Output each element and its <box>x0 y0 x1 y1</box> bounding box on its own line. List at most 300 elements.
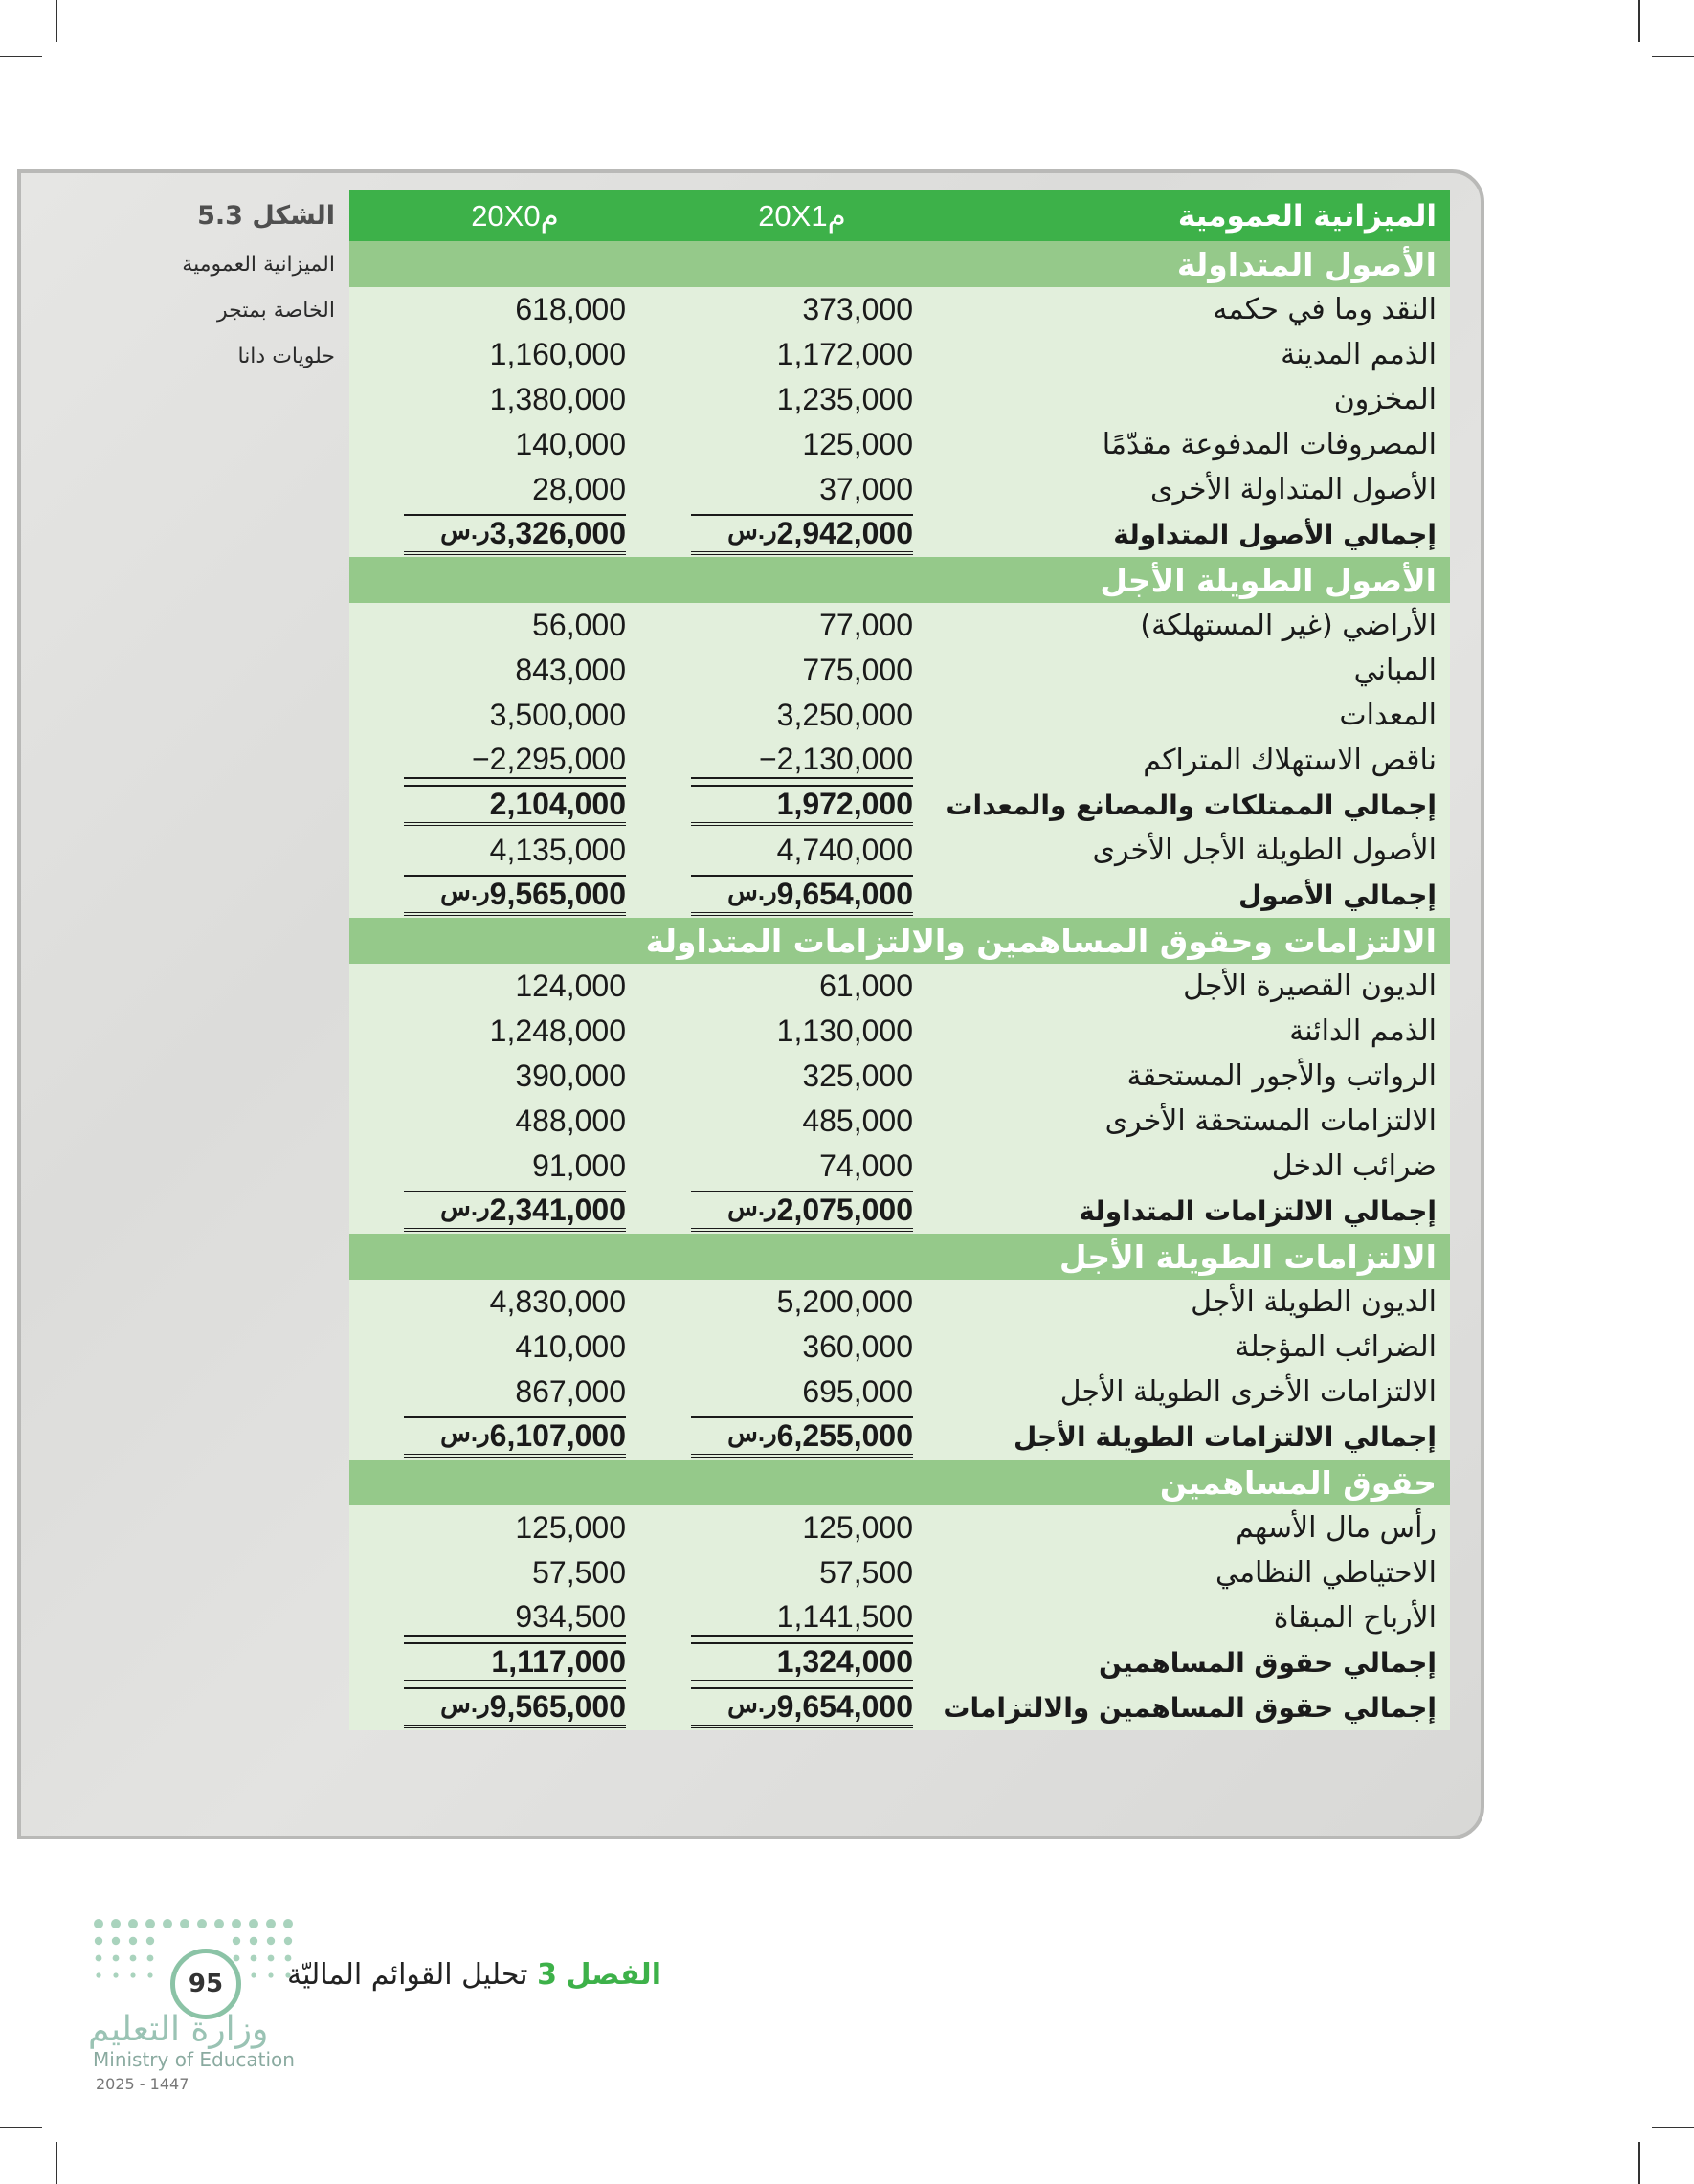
amount-wrap <box>532 1555 626 1591</box>
amount: 2,942,000 <box>776 516 913 550</box>
total-row <box>349 1189 1450 1234</box>
logo-dot <box>197 1919 207 1928</box>
amount: 867,000 <box>515 1374 626 1409</box>
total-row <box>349 783 1450 828</box>
amount-wrap <box>777 698 913 733</box>
amount-wrap <box>691 514 913 555</box>
amount-wrap <box>404 785 626 826</box>
amount: 325,000 <box>802 1059 913 1093</box>
table-row <box>349 422 1450 467</box>
logo-dot <box>267 1937 275 1945</box>
amount: 9,565,000 <box>489 1689 626 1724</box>
table-row <box>349 1280 1450 1325</box>
amount: 3,326,000 <box>489 516 626 550</box>
row-label: ناقص الاستهلاك المتراكم <box>1143 744 1437 777</box>
amount-wrap <box>515 653 626 688</box>
table-row <box>349 1325 1450 1370</box>
currency-label: ر.س <box>727 877 777 905</box>
amount: 9,565,000 <box>489 877 626 911</box>
amount: 125,000 <box>515 1510 626 1545</box>
amount-wrap <box>802 427 913 462</box>
amount: 6,255,000 <box>776 1418 913 1453</box>
amount-wrap <box>532 608 626 643</box>
amount: 4,135,000 <box>489 833 626 867</box>
crop-mark <box>56 2142 57 2184</box>
value-20x1 <box>691 828 913 873</box>
table-row <box>349 1505 1450 1550</box>
figure-caption-line: الميزانية العمومية <box>182 253 335 277</box>
logo-dot <box>283 1919 293 1928</box>
logo-dot <box>112 1937 120 1945</box>
figure-caption-line: حلويات دانا <box>237 345 335 368</box>
value-20x1 <box>691 377 913 422</box>
value-20x1 <box>691 422 913 467</box>
value-20x0 <box>404 1370 626 1415</box>
amount-wrap <box>404 1687 626 1728</box>
table-row <box>349 287 1450 332</box>
total-row <box>349 873 1450 918</box>
amount-wrap <box>691 1687 913 1728</box>
table-row <box>349 648 1450 693</box>
table-row <box>349 1099 1450 1144</box>
amount-wrap <box>802 1103 913 1139</box>
amount: 843,000 <box>515 653 626 687</box>
value-20x0 <box>404 377 626 422</box>
value-20x0 <box>404 1595 626 1640</box>
row-label: المباني <box>1353 654 1437 687</box>
logo-dot <box>266 1919 276 1928</box>
ministry-year: 2025 - 1447 <box>96 2075 189 2093</box>
amount-wrap <box>819 1148 913 1184</box>
crop-mark <box>1652 56 1694 57</box>
value-20x1 <box>691 1189 913 1234</box>
value-20x1 <box>691 873 913 918</box>
row-label: إجمالي الالتزامات الطويلة الأجل <box>1013 1421 1437 1453</box>
section-title: الأصول الطويلة الأجل <box>1100 561 1437 599</box>
chapter-word: الفصل <box>566 1958 661 1992</box>
crop-mark <box>0 56 42 57</box>
currency-label: ر.س <box>440 1418 490 1447</box>
section-title: الالتزامات وحقوق المساهمين والالتزامات المتداولة <box>645 922 1437 960</box>
logo-dot <box>111 1919 121 1928</box>
amount-wrap <box>819 608 913 643</box>
row-label: المخزون <box>1333 383 1437 416</box>
logo-dot <box>128 1919 138 1928</box>
value-20x1 <box>691 1595 913 1640</box>
amount: 1,235,000 <box>776 382 913 416</box>
amount-wrap <box>515 1103 626 1139</box>
table-row <box>349 693 1450 738</box>
currency-label: ر.س <box>727 1192 777 1221</box>
value-20x0 <box>404 1054 626 1099</box>
row-label: الالتزامات الأخرى الطويلة الأجل <box>1059 1375 1437 1409</box>
total-row <box>349 512 1450 557</box>
chapter-number: 3 <box>537 1958 557 1992</box>
logo-dot <box>96 1972 100 1977</box>
amount-wrap <box>490 382 626 417</box>
amount: 1,324,000 <box>776 1644 913 1679</box>
amount: −2,130,000 <box>758 742 913 776</box>
value-20x1 <box>691 738 913 783</box>
value-20x1 <box>691 964 913 1009</box>
amount: 1,160,000 <box>489 337 626 371</box>
value-20x1 <box>691 1009 913 1054</box>
value-20x1 <box>691 1640 913 1685</box>
amount: 3,250,000 <box>776 698 913 732</box>
amount: 5,200,000 <box>776 1284 913 1319</box>
amount: 1,172,000 <box>776 337 913 371</box>
amount-wrap <box>802 1510 913 1546</box>
amount: 125,000 <box>802 1510 913 1545</box>
amount: 488,000 <box>515 1103 626 1138</box>
value-20x0 <box>404 828 626 873</box>
value-20x1 <box>691 1144 913 1189</box>
amount: 2,341,000 <box>489 1192 626 1227</box>
amount: 934,500 <box>515 1599 626 1634</box>
logo-dot <box>145 1919 155 1928</box>
amount: 1,141,500 <box>776 1599 913 1634</box>
amount: 390,000 <box>515 1059 626 1093</box>
logo-dot <box>95 1937 102 1945</box>
value-20x0 <box>404 1685 626 1730</box>
amount-wrap <box>490 1014 626 1049</box>
amount-wrap <box>490 698 626 733</box>
amount: 618,000 <box>515 292 626 326</box>
table-row <box>349 332 1450 377</box>
figure-label: الشكل 5.3 <box>197 201 335 231</box>
value-20x0 <box>404 332 626 377</box>
amount-wrap <box>819 472 913 507</box>
logo-dot <box>147 1955 154 1962</box>
section-header-row <box>349 241 1450 287</box>
figure-caption-line: الخاصة بمتجر <box>216 299 335 323</box>
amount-wrap <box>490 1284 626 1320</box>
row-label: إجمالي الأصول المتداولة <box>1113 519 1437 550</box>
amount: 1,972,000 <box>776 787 913 821</box>
value-20x0 <box>404 648 626 693</box>
amount: 61,000 <box>819 969 913 1003</box>
value-20x0 <box>404 603 626 648</box>
row-label: إجمالي حقوق المساهمين والالتزامات <box>943 1692 1437 1724</box>
value-20x1 <box>691 1550 913 1595</box>
row-label: الأصول الطويلة الأجل الأخرى <box>1092 834 1437 867</box>
crop-mark <box>56 0 57 42</box>
row-label: إجمالي الالتزامات المتداولة <box>1079 1195 1437 1227</box>
amount: 2,075,000 <box>776 1192 913 1227</box>
row-label: رأس مال الأسهم <box>1236 1511 1437 1545</box>
row-label: المصروفات المدفوعة مقدّمًا <box>1102 428 1437 461</box>
section-title: الأصول المتداولة <box>1176 245 1437 283</box>
table-row <box>349 467 1450 512</box>
value-20x0 <box>404 964 626 1009</box>
value-20x1 <box>691 1325 913 1370</box>
amount: 1,380,000 <box>489 382 626 416</box>
table-title: الميزانية العمومية <box>1177 198 1437 234</box>
currency-label: ر.س <box>440 1689 490 1718</box>
logo-dot <box>214 1919 224 1928</box>
amount-wrap <box>404 742 626 779</box>
currency-label: ر.س <box>727 1418 777 1447</box>
currency-label: ر.س <box>440 877 490 905</box>
amount-wrap <box>777 382 913 417</box>
crop-mark <box>1652 2127 1694 2128</box>
amount-wrap <box>777 1014 913 1049</box>
value-20x1 <box>691 1415 913 1460</box>
amount: 77,000 <box>819 608 913 642</box>
amount: 373,000 <box>802 292 913 326</box>
value-20x1 <box>691 512 913 557</box>
value-20x0 <box>404 1505 626 1550</box>
amount-wrap <box>404 875 626 916</box>
row-label: المعدات <box>1339 699 1437 732</box>
row-label: الأرباح المبقاة <box>1273 1601 1437 1635</box>
amount-wrap <box>404 514 626 555</box>
amount-wrap <box>691 1416 913 1458</box>
amount-wrap <box>691 1642 913 1683</box>
value-20x0 <box>404 1640 626 1685</box>
amount-wrap <box>404 1599 626 1637</box>
row-label: الضرائب المؤجلة <box>1235 1330 1437 1364</box>
chapter-footer <box>287 1958 661 1992</box>
amount-wrap <box>777 337 913 372</box>
amount-wrap <box>404 1191 626 1232</box>
value-20x0 <box>404 873 626 918</box>
logo-dot <box>113 1955 120 1962</box>
logo-dot <box>249 1919 258 1928</box>
amount-wrap <box>802 1374 913 1410</box>
amount-wrap <box>532 1148 626 1184</box>
row-label: ضرائب الدخل <box>1271 1149 1437 1183</box>
logo-dot <box>251 1972 256 1977</box>
amount-wrap <box>819 969 913 1004</box>
section-header-row <box>349 918 1450 964</box>
value-20x0 <box>404 1009 626 1054</box>
amount: 360,000 <box>802 1329 913 1364</box>
logo-dot <box>94 1919 103 1928</box>
value-20x0 <box>404 1280 626 1325</box>
amount-wrap <box>515 969 626 1004</box>
amount: 410,000 <box>515 1329 626 1364</box>
value-20x1 <box>691 1099 913 1144</box>
amount: 775,000 <box>802 653 913 687</box>
amount: 140,000 <box>515 427 626 461</box>
value-20x1 <box>691 648 913 693</box>
value-20x0 <box>404 1099 626 1144</box>
amount-wrap <box>802 1329 913 1365</box>
logo-dot <box>146 1937 154 1945</box>
value-20x0 <box>404 512 626 557</box>
table-row <box>349 377 1450 422</box>
logo-dot <box>234 1955 240 1962</box>
table-row <box>349 738 1450 783</box>
amount-wrap <box>404 1642 626 1683</box>
amount: 1,248,000 <box>489 1014 626 1048</box>
amount-wrap <box>802 1059 913 1094</box>
total-row <box>349 1640 1450 1685</box>
amount-wrap <box>691 1191 913 1232</box>
value-20x0 <box>404 287 626 332</box>
total-row <box>349 1685 1450 1730</box>
logo-dot <box>96 1955 102 1962</box>
row-label: إجمالي الممتلكات والمصانع والمعدات <box>946 790 1437 821</box>
crop-mark <box>1638 2142 1640 2184</box>
value-20x1 <box>691 693 913 738</box>
amount-wrap <box>802 292 913 327</box>
value-20x1 <box>691 783 913 828</box>
table-row <box>349 964 1450 1009</box>
amount: −2,295,000 <box>471 742 626 776</box>
crop-mark <box>1638 0 1640 42</box>
amount-wrap <box>819 1555 913 1591</box>
ministry-name-arabic: وزارة التعليم <box>88 2010 269 2049</box>
amount-wrap <box>777 833 913 868</box>
amount: 57,500 <box>819 1555 913 1590</box>
amount: 125,000 <box>802 427 913 461</box>
row-label: الأراضي (غير المستهلكة) <box>1140 609 1437 642</box>
section-header-row <box>349 557 1450 603</box>
amount: 1,130,000 <box>776 1014 913 1048</box>
logo-dot <box>232 1919 241 1928</box>
row-label: إجمالي الأصول <box>1237 880 1437 911</box>
value-20x0 <box>404 422 626 467</box>
row-label: الديون القصيرة الأجل <box>1183 969 1437 1003</box>
amount-wrap <box>691 1599 913 1637</box>
table-row <box>349 603 1450 648</box>
column-header-20x1: 20X1م <box>758 198 846 233</box>
value-20x1 <box>691 1054 913 1099</box>
value-20x1 <box>691 467 913 512</box>
amount: 4,830,000 <box>489 1284 626 1319</box>
amount: 57,500 <box>532 1555 626 1590</box>
value-20x1 <box>691 1505 913 1550</box>
value-20x1 <box>691 287 913 332</box>
amount: 3,500,000 <box>489 698 626 732</box>
amount-wrap <box>691 742 913 779</box>
amount: 1,117,000 <box>491 1644 626 1679</box>
amount: 695,000 <box>802 1374 913 1409</box>
logo-dot <box>147 1972 152 1977</box>
row-label: الذمم الدائنة <box>1289 1014 1437 1048</box>
row-label: النقد وما في حكمه <box>1213 293 1437 326</box>
row-label: الاحتياطي النظامي <box>1215 1556 1437 1590</box>
currency-label: ر.س <box>440 516 490 545</box>
logo-dot <box>268 1972 273 1977</box>
value-20x1 <box>691 1370 913 1415</box>
amount: 124,000 <box>515 969 626 1003</box>
value-20x0 <box>404 467 626 512</box>
amount-wrap <box>490 337 626 372</box>
table-row <box>349 1550 1450 1595</box>
amount: 37,000 <box>819 472 913 506</box>
ministry-name-english: Ministry of Education <box>93 2048 295 2071</box>
amount-wrap <box>515 1059 626 1094</box>
amount: 91,000 <box>532 1148 626 1183</box>
value-20x0 <box>404 693 626 738</box>
row-label: الأصول المتداولة الأخرى <box>1150 473 1437 506</box>
balance-sheet-table <box>349 190 1450 1730</box>
value-20x0 <box>404 1325 626 1370</box>
currency-label: ر.س <box>727 1689 777 1718</box>
amount-wrap <box>404 1416 626 1458</box>
amount-wrap <box>691 785 913 826</box>
row-label: إجمالي حقوق المساهمين <box>1098 1647 1437 1679</box>
amount-wrap <box>515 1374 626 1410</box>
section-title: حقوق المساهمين <box>1159 1463 1437 1502</box>
logo-dot <box>113 1972 118 1977</box>
amount-wrap <box>515 1329 626 1365</box>
row-label: الالتزامات المستحقة الأخرى <box>1104 1104 1437 1138</box>
row-label: الذمم المدينة <box>1281 338 1437 371</box>
chapter-title: تحليل القوائم الماليّة <box>287 1958 528 1992</box>
logo-dot <box>250 1937 257 1945</box>
amount: 4,740,000 <box>776 833 913 867</box>
amount-wrap <box>532 472 626 507</box>
currency-label: ر.س <box>727 516 777 545</box>
crop-mark <box>0 2127 42 2128</box>
logo-dot <box>130 1972 135 1977</box>
section-title: الالتزامات الطويلة الأجل <box>1059 1237 1437 1276</box>
amount: 6,107,000 <box>489 1418 626 1453</box>
page-number: 95 <box>170 1949 241 2019</box>
amount-wrap <box>515 292 626 327</box>
logo-dot <box>129 1937 137 1945</box>
amount: 9,654,000 <box>776 877 913 911</box>
logo-dot <box>180 1919 189 1928</box>
section-header-row <box>349 1460 1450 1505</box>
amount-wrap <box>490 833 626 868</box>
table-row <box>349 1595 1450 1640</box>
amount: 485,000 <box>802 1103 913 1138</box>
amount-wrap <box>802 653 913 688</box>
logo-dot <box>251 1955 257 1962</box>
logo-dot <box>130 1955 137 1962</box>
amount: 2,104,000 <box>489 787 626 821</box>
logo-dot <box>233 1937 240 1945</box>
table-row <box>349 1054 1450 1099</box>
table-header-row <box>349 190 1450 241</box>
section-header-row <box>349 1234 1450 1280</box>
value-20x0 <box>404 1415 626 1460</box>
total-row <box>349 1415 1450 1460</box>
amount: 74,000 <box>819 1148 913 1183</box>
table-row <box>349 1370 1450 1415</box>
amount-wrap <box>691 875 913 916</box>
logo-dot <box>163 1919 172 1928</box>
amount: 56,000 <box>532 608 626 642</box>
currency-label: ر.س <box>440 1192 490 1221</box>
amount: 9,654,000 <box>776 1689 913 1724</box>
logo-dot <box>268 1955 275 1962</box>
value-20x0 <box>404 783 626 828</box>
table-row <box>349 1144 1450 1189</box>
value-20x0 <box>404 1144 626 1189</box>
value-20x0 <box>404 1189 626 1234</box>
value-20x0 <box>404 738 626 783</box>
table-row <box>349 1009 1450 1054</box>
amount: 28,000 <box>532 472 626 506</box>
value-20x1 <box>691 1280 913 1325</box>
table-row <box>349 828 1450 873</box>
column-header-20x0: 20X0م <box>471 198 559 233</box>
value-20x1 <box>691 603 913 648</box>
value-20x0 <box>404 1550 626 1595</box>
value-20x1 <box>691 1685 913 1730</box>
value-20x1 <box>691 332 913 377</box>
amount-wrap <box>515 427 626 462</box>
logo-dot <box>284 1937 292 1945</box>
amount-wrap <box>777 1284 913 1320</box>
row-label: الديون الطويلة الأجل <box>1191 1285 1437 1319</box>
